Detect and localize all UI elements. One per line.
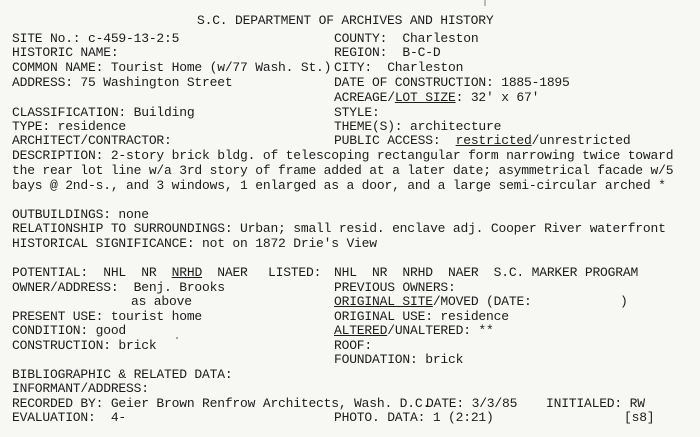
lot-size-value: : 32' x 67' — [455, 90, 540, 105]
construction: CONSTRUCTION: brick — [12, 338, 157, 353]
listed-options: NHL NR NRHD NAER S.C. MARKER PROGRAM — [334, 265, 639, 280]
original-site-rest: /MOVED (DATE: — [432, 294, 532, 309]
historic-name: HISTORIC NAME: — [12, 45, 119, 60]
recorded-date: DATE: 3/3/85 — [426, 396, 518, 411]
altered — [334, 324, 494, 338]
altered-rest: /UNALTERED: ** — [387, 323, 494, 338]
original-use: ORIGINAL USE: residence — [334, 309, 509, 324]
potential-suffix: NAER — [202, 265, 248, 280]
acreage-lot-size — [334, 91, 539, 105]
lot-size-label: LOT SIZE — [394, 90, 456, 105]
scan-speck — [176, 337, 178, 339]
scan-mark — [484, 0, 486, 6]
form-title: S.C. DEPARTMENT OF ARCHIVES AND HISTORY — [197, 13, 494, 28]
previous-owners: PREVIOUS OWNERS: — [334, 280, 456, 295]
description-line: bays @ 2nd-s., and 3 windows, 1 enlarged as a door, and a large semi-circular arched * — [12, 178, 666, 193]
historical-significance: HISTORICAL SIGNIFICANCE: not on 1872 Drie's View — [12, 236, 377, 251]
date-of-construction: DATE OF CONSTRUCTION: 1885-1895 — [334, 75, 570, 90]
altered-selected: ALTERED — [334, 323, 388, 338]
common-name: COMMON NAME: Tourist Home (w/77 Wash. St.) — [12, 60, 332, 75]
initialed: INITIALED: RW — [546, 396, 645, 411]
county: COUNTY: Charleston — [334, 31, 479, 46]
site-number: SITE No.: c-459-13-2:5 — [12, 31, 180, 46]
public-access-label: PUBLIC ACCESS: — [334, 133, 456, 148]
city: CITY: Charleston — [334, 60, 464, 75]
roof: ROOF: — [334, 338, 373, 353]
acreage-label: ACREAGE/ — [334, 90, 395, 105]
informant-address: INFORMANT/ADDRESS: — [12, 381, 149, 396]
bibliographic-data: BIBLIOGRAPHIC & RELATED DATA: — [12, 367, 233, 382]
owner-address: OWNER/ADDRESS: Benj. Brooks — [12, 280, 225, 295]
themes: THEME(S): architecture — [334, 119, 502, 134]
condition: CONDITION: good — [12, 323, 127, 338]
potential — [12, 266, 248, 280]
public-access-selected: restricted — [455, 133, 532, 148]
evaluation: EVALUATION: 4- — [12, 410, 127, 425]
original-site-selected: ORIGINAL SITE — [334, 294, 433, 309]
outbuildings: OUTBUILDINGS: none — [12, 207, 149, 222]
sheet-code: [s8] — [624, 410, 655, 425]
foundation: FOUNDATION: brick — [334, 352, 464, 367]
type: TYPE: residence — [12, 119, 127, 134]
architect-contractor: ARCHITECT/CONTRACTOR: — [12, 133, 172, 148]
recorded-by: RECORDED BY: Geier Brown Renfrow Architects, Wash. D.C. — [12, 396, 431, 411]
style: STYLE: — [334, 105, 380, 120]
original-site — [334, 295, 532, 309]
photo-data: PHOTO. DATA: 1 (2:21) — [334, 410, 494, 425]
public-access-rest: /unrestricted — [531, 133, 631, 148]
potential-prefix: POTENTIAL: NHL NR — [12, 265, 172, 280]
potential-selected: NRHD — [171, 265, 203, 280]
region: REGION: B-C-D — [334, 45, 441, 60]
owner-address-continued: as above — [131, 294, 192, 309]
description-line: the rear lot line w/a 3rd story of frame added at a later date; asymmetrical facade w/5 — [12, 163, 674, 178]
present-use: PRESENT USE: tourist home — [12, 309, 203, 324]
description-line: DESCRIPTION: 2-story brick bldg. of telescoping rectangular form narrowing twice toward — [12, 148, 674, 163]
listed-label: LISTED: — [268, 265, 322, 280]
original-site-close: ) — [620, 294, 628, 309]
address: ADDRESS: 75 Washington Street — [12, 75, 233, 90]
relationship-to-surroundings: RELATIONSHIP TO SURROUNDINGS: Urban; small resid. enclave adj. Cooper River waterfront — [12, 221, 666, 236]
classification: CLASSIFICATION: Building — [12, 105, 195, 120]
public-access — [334, 134, 630, 148]
